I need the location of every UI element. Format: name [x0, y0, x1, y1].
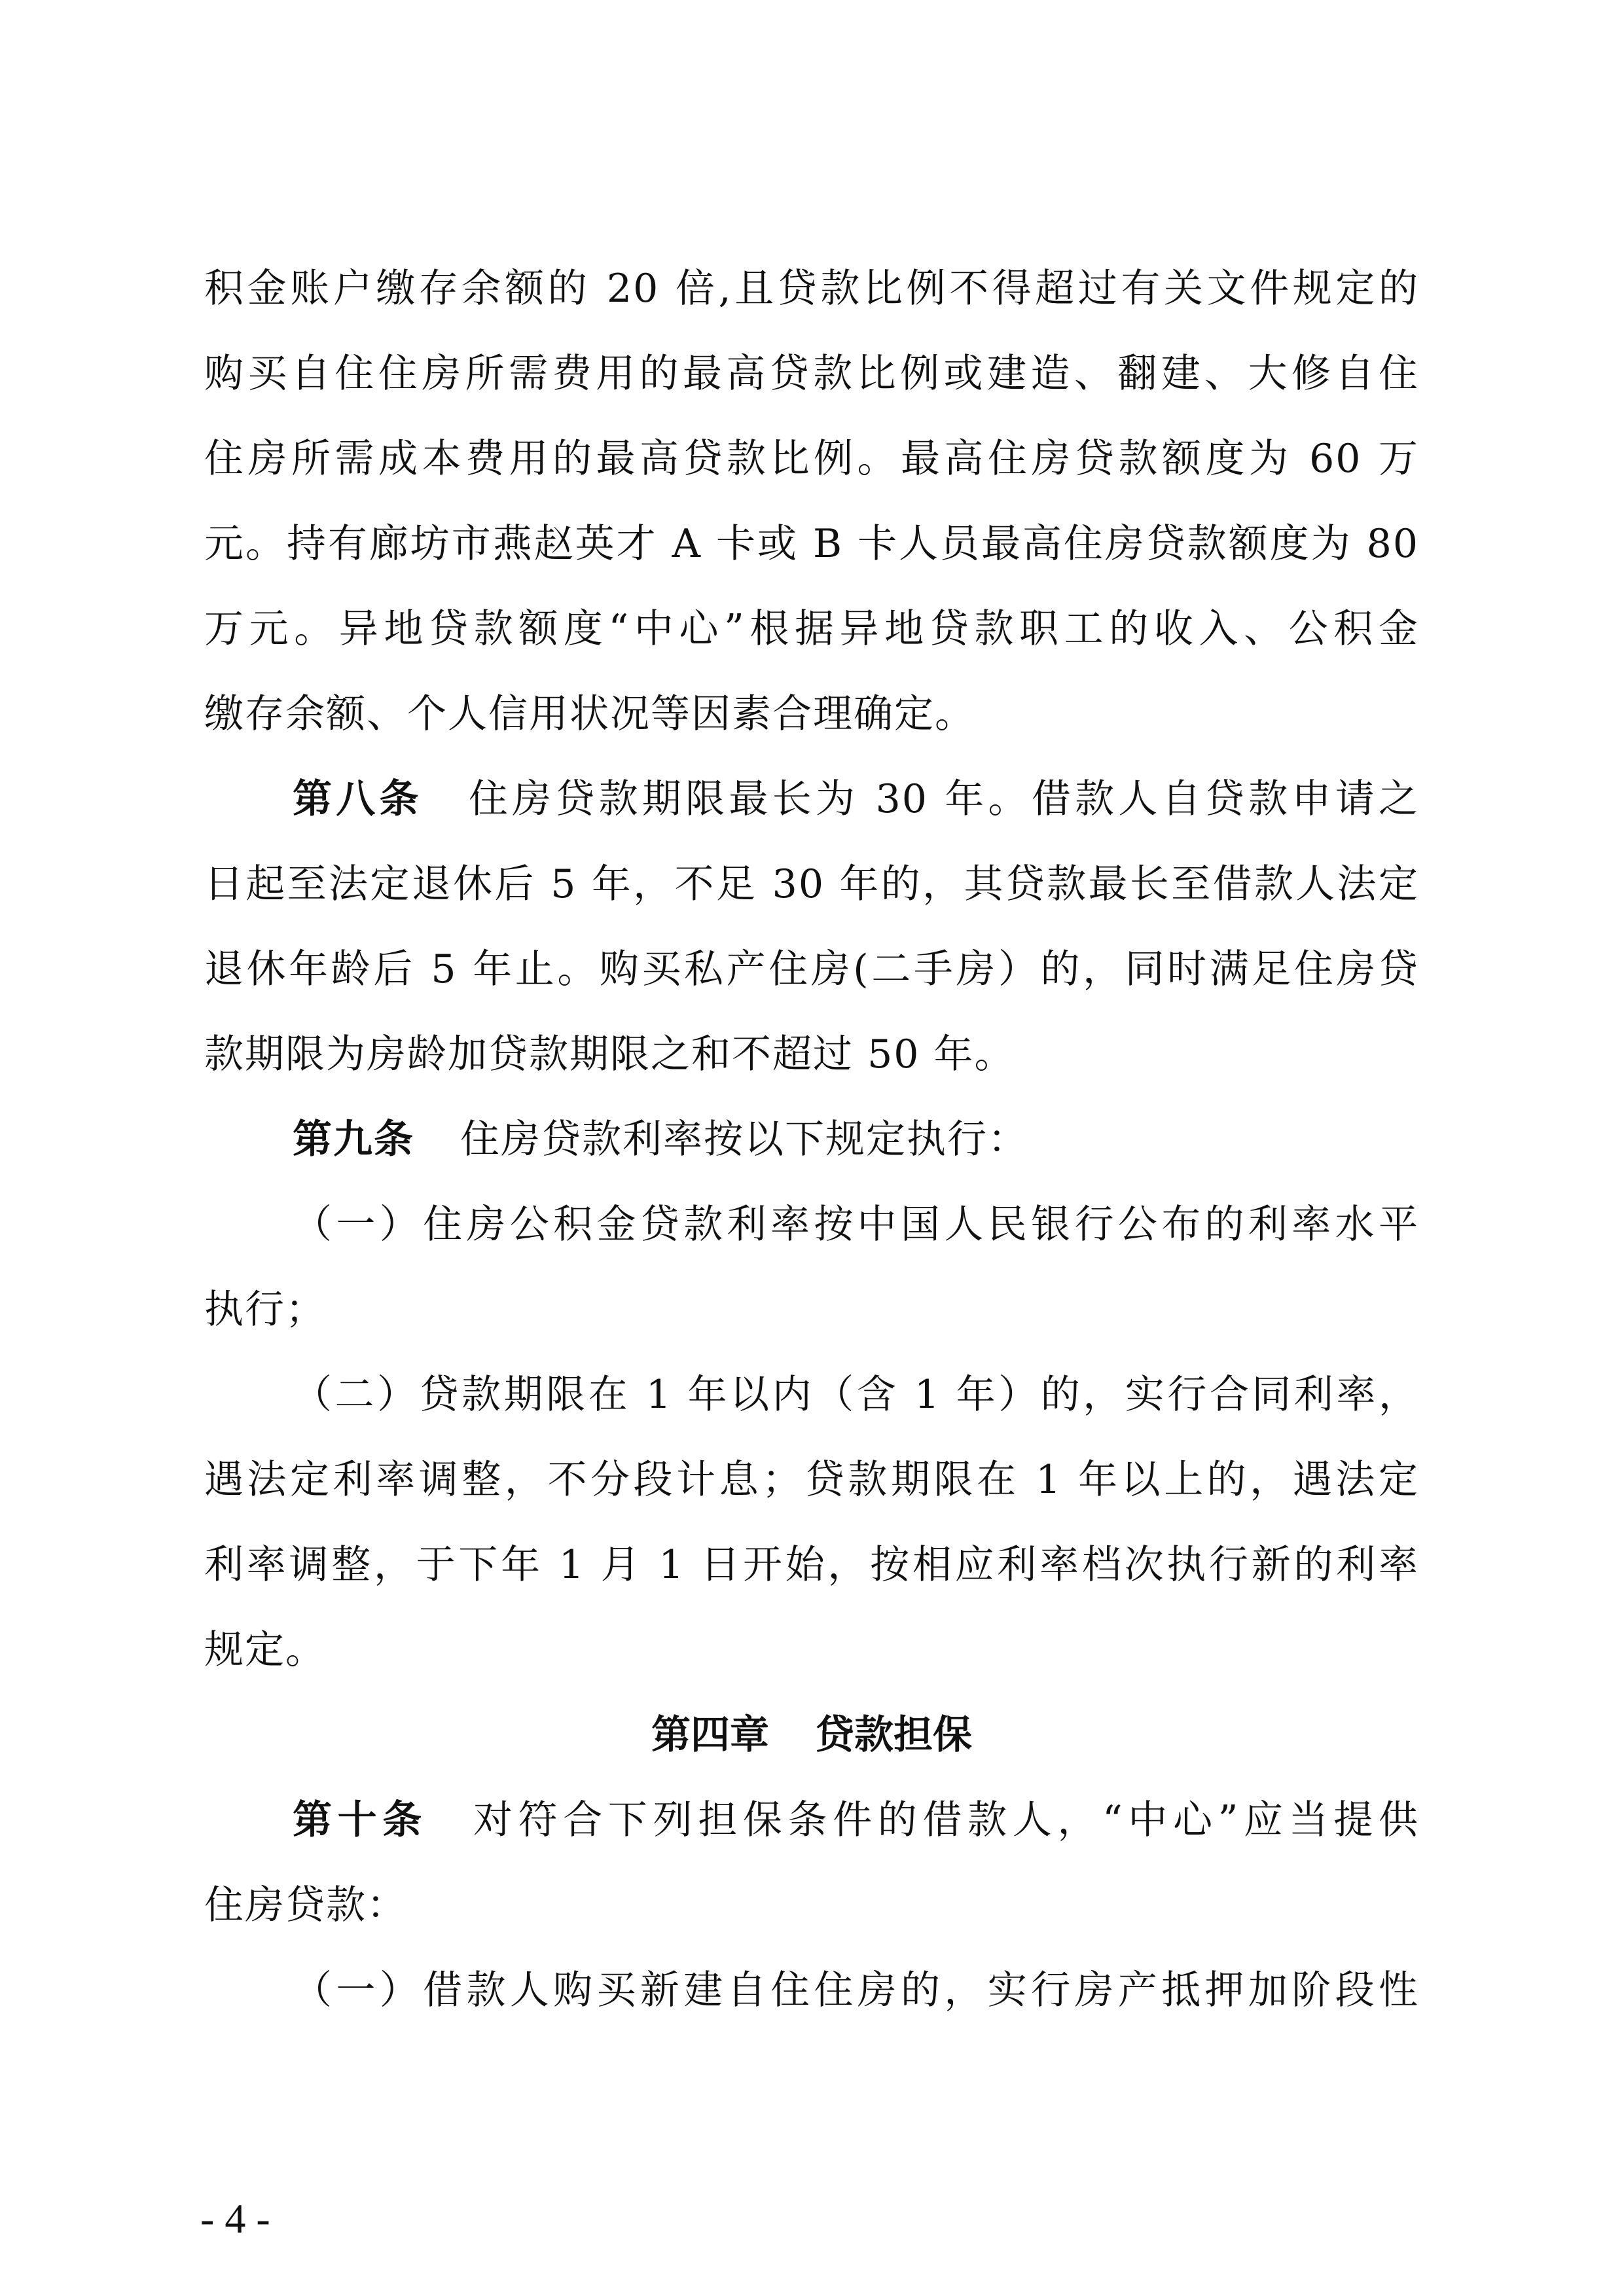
article-label: 第九条 [293, 1117, 414, 1162]
article-label: 第十条 [293, 1797, 427, 1843]
paragraph-line: 日起至法定退休后 5 年，不足 30 年的，其贷款最长至借款人法定 [204, 861, 1419, 907]
paragraph-line: 住房贷款： [204, 1882, 407, 1928]
article-text: 住房贷款利率按以下规定执行： [460, 1117, 1028, 1162]
article-10-first-line [293, 1778, 1419, 1863]
article-text: 住房贷款期限最长为 30 年。借款人自贷款申请之 [468, 776, 1419, 822]
paragraph-line: 款期限为房龄加贷款期限之和不超过 50 年。 [204, 1031, 1015, 1077]
list-item-line: 规定。 [204, 1627, 326, 1673]
chapter-title: 贷款担保 [815, 1712, 972, 1758]
paragraph-line: 缴存余额、个人信用状况等因素合理确定。 [204, 691, 975, 737]
article-text: 对符合下列担保条件的借款人，“中心”应当提供 [473, 1797, 1420, 1843]
list-item-line: （二）贷款期限在 1 年以内（含 1 年）的，实行合同利率， [293, 1372, 1419, 1418]
paragraph-line: 退休年龄后 5 年止。购买私产住房(二手房）的，同时满足住房贷 [204, 946, 1419, 992]
page-number: - 4 - [200, 2195, 270, 2242]
paragraph-line: 购买自住住房所需费用的最高贷款比例或建造、翻建、大修自住 [204, 351, 1419, 397]
article-9-line [293, 1097, 1419, 1182]
list-item-line: 利率调整，于下年 1 月 1 日开始，按相应利率档次执行新的利率 [204, 1542, 1419, 1588]
paragraph-line: 元。持有廊坊市燕赵英才 A 卡或 B 卡人员最高住房贷款额度为 80 [204, 521, 1419, 567]
article-label: 第八条 [293, 776, 423, 822]
paragraph-line: 积金账户缴存余额的 20 倍,且贷款比例不得超过有关文件规定的 [204, 266, 1419, 312]
list-item-line: 遇法定利率调整，不分段计息；贷款期限在 1 年以上的，遇法定 [204, 1457, 1419, 1503]
paragraph-line: 万元。异地贷款额度“中心”根据异地贷款职工的收入、公积金 [204, 606, 1419, 652]
list-item-line: 执行； [204, 1287, 326, 1333]
list-item-line: （一）住房公积金贷款利率按中国人民银行公布的利率水平 [293, 1202, 1419, 1247]
chapter-number: 第四章 [651, 1712, 769, 1758]
list-item-line: （一）借款人购买新建自住住房的，实行房产抵押加阶段性 [293, 1967, 1419, 2013]
chapter-heading [204, 1693, 1419, 1778]
paragraph-line: 住房所需成本费用的最高贷款比例。最高住房贷款额度为 60 万 [204, 436, 1419, 482]
article-8-first-line [293, 757, 1419, 842]
